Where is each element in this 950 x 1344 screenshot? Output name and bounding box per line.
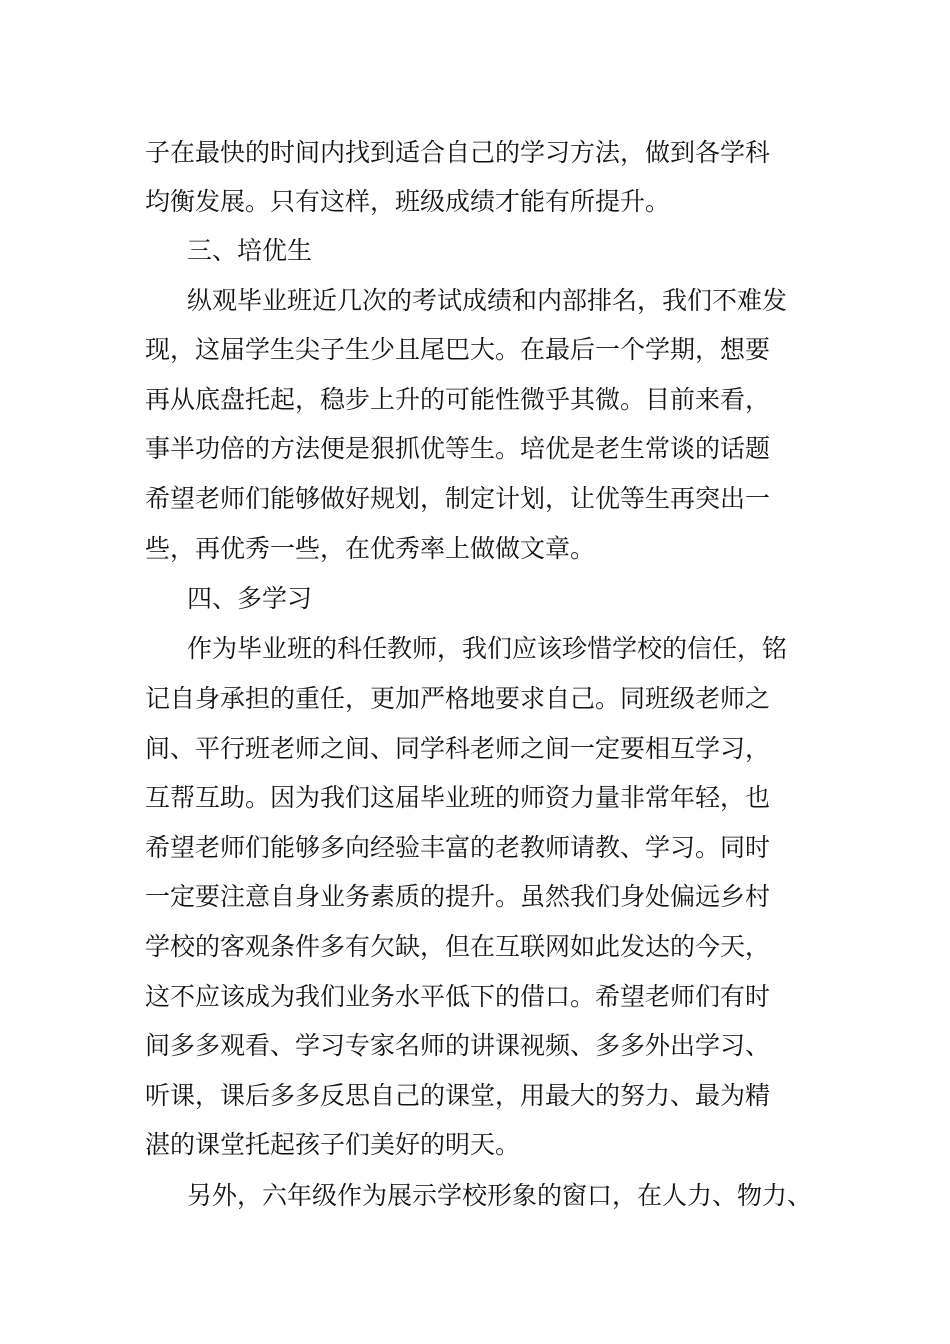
text-line-1: 子在最快的时间内找到适合自己的学习方法，做到各学科 [145,138,771,167]
text-line-13: 间、平行班老师之间、同学科老师之间一定要相互学习， [145,734,771,763]
text-line-4: 纵观毕业班近几次的考试成绩和内部排名，我们不难发 [187,286,788,315]
text-line-15: 希望老师们能够多向经验丰富的老教师请教、学习。同时 [145,833,771,862]
text-line-18: 这不应该成为我们业务水平低下的借口。希望老师们有时 [145,982,771,1011]
section-heading-4: 四、多学习 [187,584,313,613]
text-line-17: 学校的客观条件多有欠缺，但在互联网如此发达的今天， [145,932,771,961]
text-line-7: 事半功倍的方法便是狠抓优等生。培优是老生常谈的话题 [145,434,771,463]
text-line-21: 湛的课堂托起孩子们美好的明天。 [145,1130,521,1159]
text-line-6: 再从底盘托起，稳步上升的可能性微乎其微。目前来看， [145,385,771,414]
text-line-9: 些，再优秀一些，在优秀率上做做文章。 [145,534,596,563]
text-line-19: 间多多观看、学习专家名师的讲课视频、多多外出学习、 [145,1031,771,1060]
text-line-22: 另外，六年级作为展示学校形象的窗口，在人力、物力、 [187,1181,813,1210]
text-line-11: 作为毕业班的科任教师，我们应该珍惜学校的信任，铭 [187,634,788,663]
section-heading-3: 三、培优生 [187,236,313,265]
text-line-12: 记自身承担的重任，更加严格地要求自己。同班级老师之 [145,684,771,713]
text-line-2: 均衡发展。只有这样，班级成绩才能有所提升。 [145,187,671,216]
text-line-5: 现，这届学生尖子生少且尾巴大。在最后一个学期，想要 [145,335,771,364]
text-line-16: 一定要注意自身业务素质的提升。虽然我们身处偏远乡村 [145,882,771,911]
text-line-14: 互帮互助。因为我们这届毕业班的师资力量非常年轻，也 [145,783,771,812]
text-line-8: 希望老师们能够做好规划，制定计划，让优等生再突出一 [145,484,771,513]
text-line-20: 听课，课后多多反思自己的课堂，用最大的努力、最为精 [145,1081,771,1110]
